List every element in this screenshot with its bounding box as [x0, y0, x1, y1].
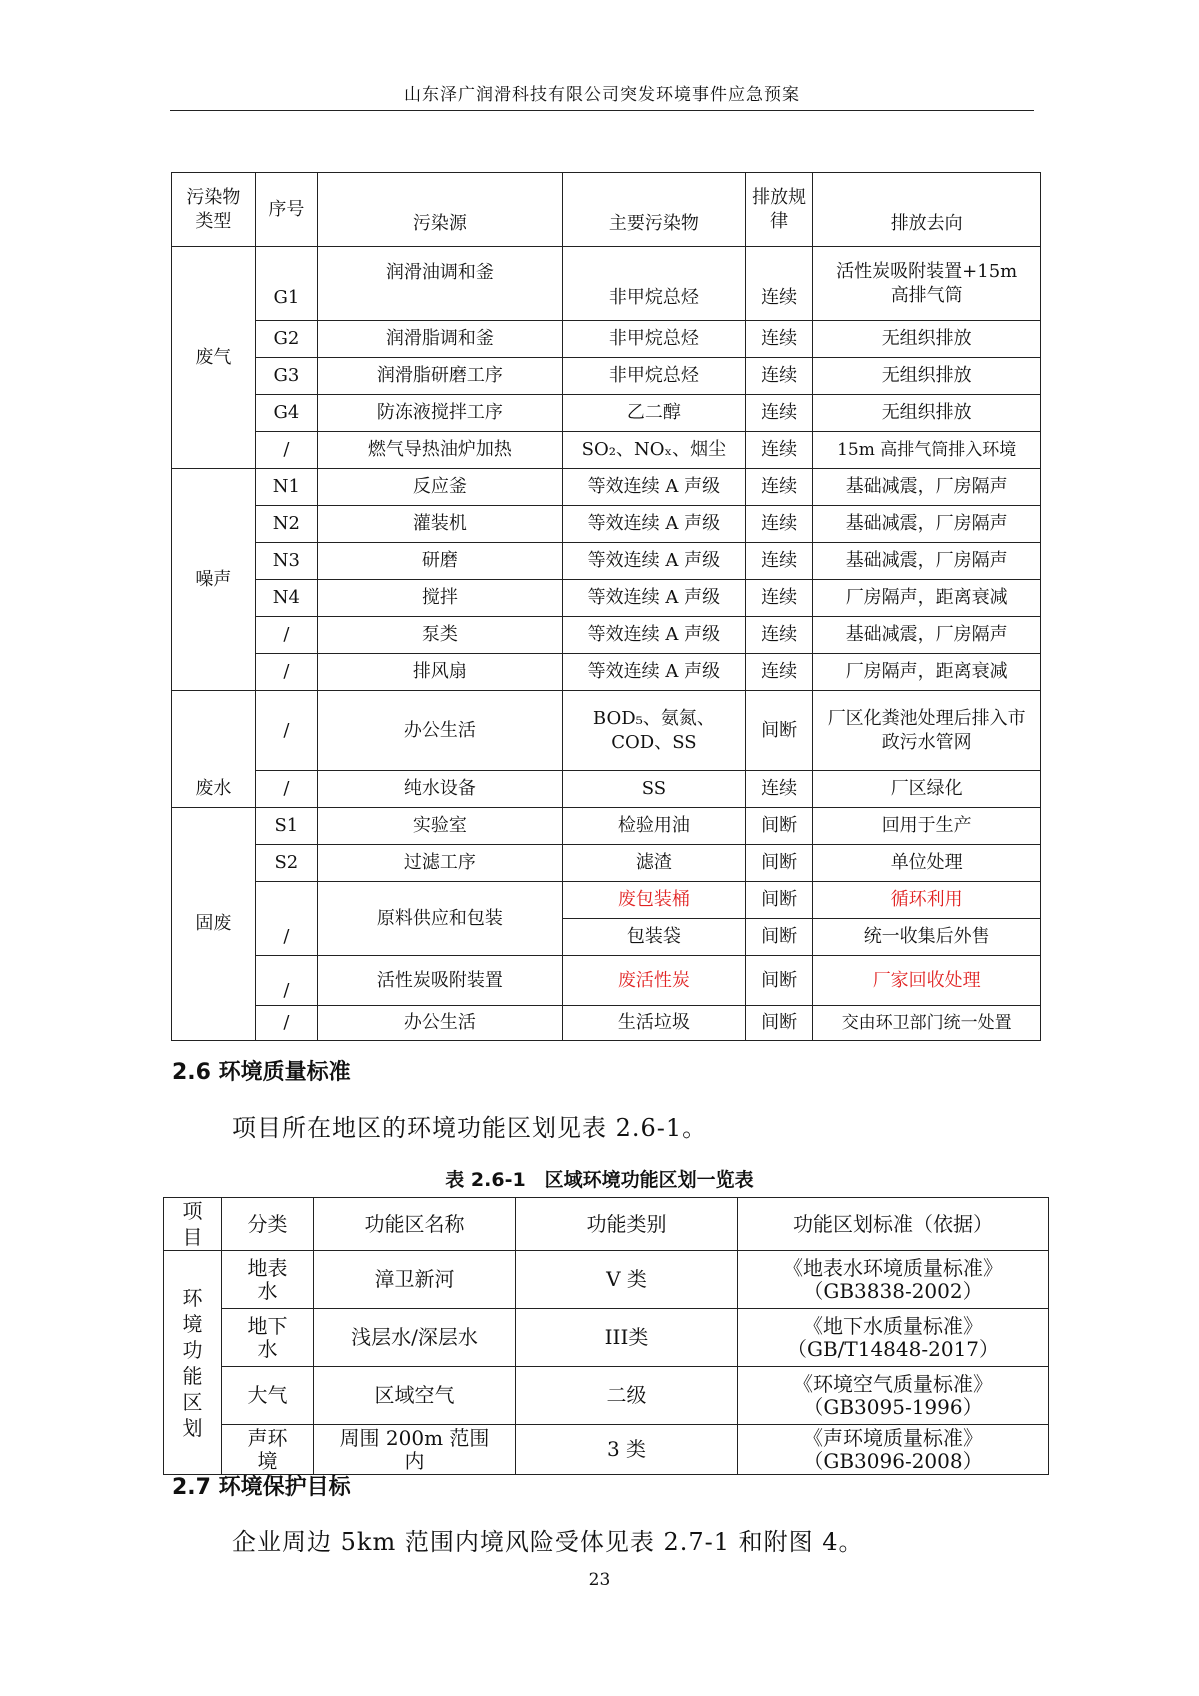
row-pattern: 连续	[745, 543, 813, 580]
row-source: 泵类	[317, 617, 562, 654]
page-number: 23	[588, 1570, 611, 1590]
group-waste-water: 废水	[172, 691, 256, 808]
table-row	[172, 432, 1041, 469]
table-row	[172, 321, 1041, 358]
row-pollutant: 等效连续 A 声级	[562, 580, 745, 617]
row-pollutant: 等效连续 A 声级	[562, 469, 745, 506]
row-pattern: 连续	[745, 247, 813, 321]
row-no: /	[255, 654, 317, 691]
section-paragraph-2-7: 企业周边 5km 范围内境风险受体见表 2.7-1 和附图 4。	[232, 1528, 864, 1556]
table-row	[172, 808, 1041, 845]
table-row	[164, 1367, 1049, 1425]
row-no: S1	[255, 808, 317, 845]
table-caption: 表 2.6-1 区域环境功能区划一览表	[445, 1169, 754, 1191]
row-pattern: 间断	[745, 919, 813, 956]
header-divider	[170, 110, 1034, 111]
row-no: /	[255, 1006, 317, 1041]
row-pollutant: 等效连续 A 声级	[562, 617, 745, 654]
row-pattern: 间断	[745, 882, 813, 919]
row-source: 润滑脂调和釜	[317, 321, 562, 358]
row-zone: 浅层水/深层水	[314, 1309, 516, 1367]
row-pattern: 间断	[745, 956, 813, 1006]
table-row	[164, 1309, 1049, 1367]
header-standard: 功能区划标准（依据）	[738, 1198, 1049, 1251]
table-row	[164, 1425, 1049, 1475]
header-zone: 功能区名称	[314, 1198, 516, 1251]
table-row	[172, 580, 1041, 617]
row-destination: 活性炭吸附装置+15m高排气筒	[813, 247, 1041, 321]
row-destination: 厂区化粪池处理后排入市政污水管网	[813, 691, 1041, 771]
row-source: 原料供应和包装	[317, 882, 562, 956]
header-pattern: 排放规律	[745, 173, 813, 247]
table-row	[172, 247, 1041, 321]
row-destination: 厂房隔声，距离衰减	[813, 580, 1041, 617]
row-category: 地下水	[222, 1309, 314, 1367]
row-pollutant: BOD₅、氨氮、COD、SS	[562, 691, 745, 771]
row-source: 灌装机	[317, 506, 562, 543]
row-pollutant: 废活性炭	[562, 956, 745, 1006]
standard-name: 《声环境质量标准》	[803, 1425, 983, 1450]
row-no: N3	[255, 543, 317, 580]
row-no: G2	[255, 321, 317, 358]
row-pollutant: 乙二醇	[562, 395, 745, 432]
row-destination: 无组织排放	[813, 321, 1041, 358]
header-class: 功能类别	[516, 1198, 738, 1251]
header-pollutant: 主要污染物	[562, 173, 745, 247]
row-destination: 循环利用	[813, 882, 1041, 919]
row-source: 纯水设备	[317, 771, 562, 808]
row-source: 反应釜	[317, 469, 562, 506]
table-header-row	[164, 1198, 1049, 1251]
row-destination: 15m 高排气筒排入环境	[813, 432, 1041, 469]
row-pattern: 连续	[745, 617, 813, 654]
row-pollutant: SO₂、NOₓ、烟尘	[562, 432, 745, 469]
header-category: 分类	[222, 1198, 314, 1251]
row-category: 大气	[222, 1367, 314, 1425]
row-pattern: 连续	[745, 580, 813, 617]
standard-name: 《地表水环境质量标准》	[783, 1255, 1003, 1280]
group-waste-gas: 废气	[172, 247, 256, 469]
row-source: 办公生活	[317, 691, 562, 771]
section-paragraph-2-6: 项目所在地区的环境功能区划见表 2.6-1。	[232, 1114, 708, 1142]
table-row	[172, 1006, 1041, 1041]
table-row	[172, 395, 1041, 432]
row-pollutant: 废包装桶	[562, 882, 745, 919]
row-zone: 周围 200m 范围内	[314, 1425, 516, 1475]
row-source: 办公生活	[317, 1006, 562, 1041]
row-source: 实验室	[317, 808, 562, 845]
row-no: G3	[255, 358, 317, 395]
row-pollutant: 生活垃圾	[562, 1006, 745, 1041]
table-row	[172, 691, 1041, 771]
row-destination: 基础减震，厂房隔声	[813, 506, 1041, 543]
table-row	[172, 845, 1041, 882]
header-destination: 排放去向	[813, 173, 1041, 247]
group-function-zoning: 环境功能区划	[164, 1251, 222, 1475]
row-no: /	[255, 691, 317, 771]
row-source: 润滑脂研磨工序	[317, 358, 562, 395]
row-destination: 交由环卫部门统一处置	[813, 1006, 1041, 1041]
row-standard	[738, 1367, 1049, 1425]
row-destination: 厂房隔声，距离衰减	[813, 654, 1041, 691]
standard-code: （GB3096-2008）	[803, 1448, 983, 1473]
row-pollutant: 等效连续 A 声级	[562, 654, 745, 691]
row-zone: 区域空气	[314, 1367, 516, 1425]
row-destination: 统一收集后外售	[813, 919, 1041, 956]
table-row	[172, 956, 1041, 1006]
header-item: 项目	[164, 1198, 222, 1251]
row-source: 搅拌	[317, 580, 562, 617]
row-destination: 单位处理	[813, 845, 1041, 882]
row-pattern: 间断	[745, 808, 813, 845]
table-row	[172, 771, 1041, 808]
row-pollutant: 非甲烷总烃	[562, 321, 745, 358]
table-row	[172, 543, 1041, 580]
row-pollutant: 等效连续 A 声级	[562, 543, 745, 580]
row-source: 排风扇	[317, 654, 562, 691]
pollutant-source-table	[171, 172, 1041, 1041]
row-no: /	[255, 432, 317, 469]
row-no: N2	[255, 506, 317, 543]
row-destination: 回用于生产	[813, 808, 1041, 845]
page-header: 山东泽广润滑科技有限公司突发环境事件应急预案	[404, 85, 800, 105]
row-destination: 基础减震，厂房隔声	[813, 617, 1041, 654]
header-source: 污染源	[317, 173, 562, 247]
row-pollutant: 非甲烷总烃	[562, 247, 745, 321]
row-class: 3 类	[516, 1425, 738, 1475]
row-standard	[738, 1425, 1049, 1475]
row-no: /	[255, 882, 317, 956]
table-row	[172, 617, 1041, 654]
row-no: /	[255, 956, 317, 1006]
row-no: /	[255, 617, 317, 654]
row-pollutant: SS	[562, 771, 745, 808]
row-source: 研磨	[317, 543, 562, 580]
row-source: 活性炭吸附装置	[317, 956, 562, 1006]
row-destination: 无组织排放	[813, 395, 1041, 432]
row-pattern: 连续	[745, 771, 813, 808]
row-no: G4	[255, 395, 317, 432]
row-pollutant: 检验用油	[562, 808, 745, 845]
row-pattern: 间断	[745, 691, 813, 771]
table-row	[172, 469, 1041, 506]
header-type: 污染物类型	[172, 173, 256, 247]
table-row	[172, 882, 1041, 919]
row-pollutant: 等效连续 A 声级	[562, 506, 745, 543]
row-category: 地表水	[222, 1251, 314, 1309]
group-noise: 噪声	[172, 469, 256, 691]
row-standard	[738, 1309, 1049, 1367]
table-row	[164, 1251, 1049, 1309]
standard-code: （GB3838-2002）	[803, 1278, 983, 1303]
row-pollutant: 非甲烷总烃	[562, 358, 745, 395]
section-heading-2-6: 2.6 环境质量标准	[172, 1060, 351, 1085]
table-row	[172, 358, 1041, 395]
row-class: 二级	[516, 1367, 738, 1425]
row-source: 过滤工序	[317, 845, 562, 882]
row-no: /	[255, 771, 317, 808]
row-category: 声环境	[222, 1425, 314, 1475]
row-pattern: 连续	[745, 395, 813, 432]
row-source: 润滑油调和釜	[317, 247, 562, 321]
row-source: 防冻液搅拌工序	[317, 395, 562, 432]
row-destination: 无组织排放	[813, 358, 1041, 395]
table-row	[172, 654, 1041, 691]
row-pattern: 间断	[745, 845, 813, 882]
row-class: III类	[516, 1309, 738, 1367]
row-destination: 厂区绿化	[813, 771, 1041, 808]
row-pollutant: 滤渣	[562, 845, 745, 882]
row-class: V 类	[516, 1251, 738, 1309]
row-pattern: 连续	[745, 432, 813, 469]
header-no: 序号	[255, 173, 317, 247]
standard-name: 《地下水质量标准》	[803, 1313, 983, 1338]
section-heading-2-7: 2.7 环境保护目标	[172, 1475, 351, 1500]
row-no: N4	[255, 580, 317, 617]
row-pattern: 连续	[745, 506, 813, 543]
group-solid-waste: 固废	[172, 808, 256, 1041]
table-header-row	[172, 173, 1041, 247]
row-pattern: 间断	[745, 1006, 813, 1041]
row-standard	[738, 1251, 1049, 1309]
row-destination: 基础减震，厂房隔声	[813, 543, 1041, 580]
row-destination: 基础减震，厂房隔声	[813, 469, 1041, 506]
standard-name: 《环境空气质量标准》	[793, 1371, 993, 1396]
row-no: G1	[255, 247, 317, 321]
table-row	[172, 506, 1041, 543]
row-pattern: 连续	[745, 654, 813, 691]
row-destination: 厂家回收处理	[813, 956, 1041, 1006]
standard-code: （GB/T14848-2017）	[786, 1336, 1000, 1361]
row-pollutant: 包装袋	[562, 919, 745, 956]
standard-code: （GB3095-1996）	[803, 1394, 983, 1419]
row-pattern: 连续	[745, 321, 813, 358]
function-zone-table	[163, 1197, 1049, 1475]
row-no: N1	[255, 469, 317, 506]
row-no: S2	[255, 845, 317, 882]
row-source: 燃气导热油炉加热	[317, 432, 562, 469]
row-zone: 漳卫新河	[314, 1251, 516, 1309]
row-pattern: 连续	[745, 358, 813, 395]
row-pattern: 连续	[745, 469, 813, 506]
